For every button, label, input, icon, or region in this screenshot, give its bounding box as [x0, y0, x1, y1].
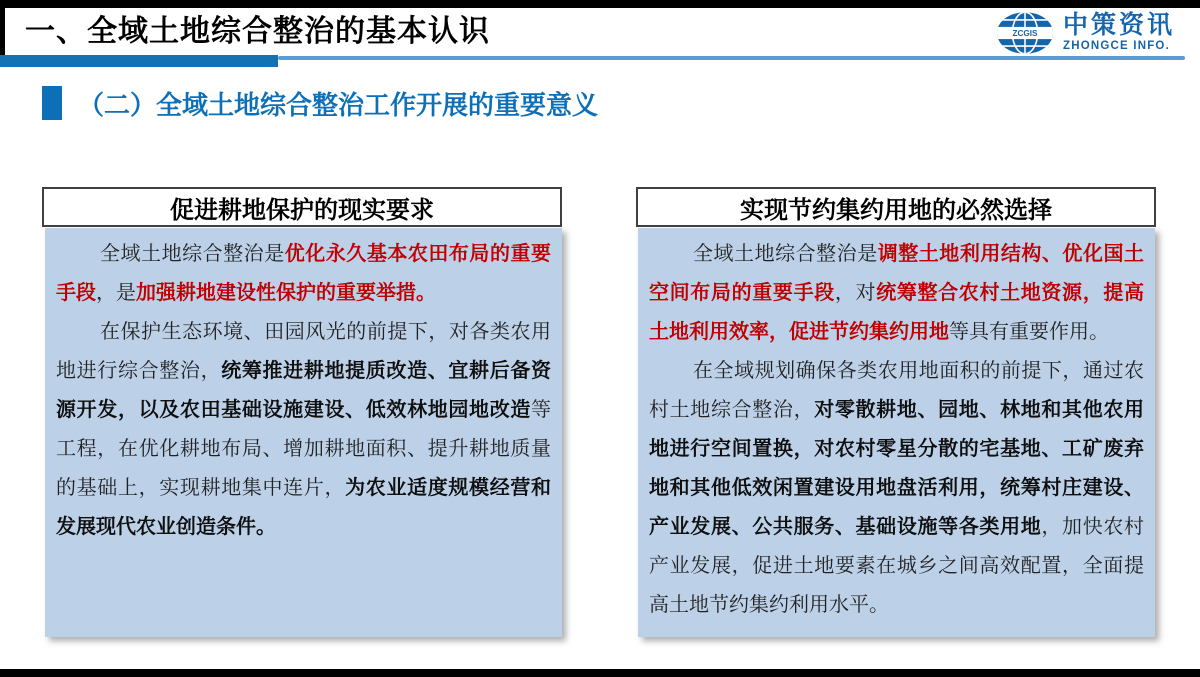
section-bullet-icon	[42, 86, 62, 120]
card-paragraph: 全域土地综合整治是调整土地利用结构、优化国土空间布局的重要手段，对统筹整合农村土地资源，提高土地利用效率，促进节约集约用地等具有重要作用。	[649, 243, 1145, 343]
bottom-edge-bar	[0, 669, 1200, 677]
card-paragraph: 在全域规划确保各类农用地面积的前提下，通过农村土地综合整治，对零散耕地、园地、林地和其他农用地进行空间置换，对农村零星分散的宅基地、工矿废弃地和其他低效闲置建设用地盘活利用，统筹村庄建设、产业发展、公共服务、基础设施等各类用地，加快农村产业发展，促进土地要素在城乡之间高效配置，全面提高土地节约集约利用水平。	[649, 360, 1145, 616]
logo-text	[1063, 11, 1175, 53]
title-underline-thick	[0, 55, 278, 67]
section-subtitle: （二）全域土地综合整治工作开展的重要意义	[78, 90, 599, 120]
page-title: 一、全域土地综合整治的基本认识	[25, 15, 490, 48]
top-edge-bar	[0, 0, 1200, 8]
logo-name-en: ZHONGCE INFO.	[1063, 40, 1170, 52]
logo	[996, 11, 1175, 55]
globe-icon	[996, 11, 1054, 55]
card-paragraph: 在保护生态环境、田园风光的前提下，对各类农用地进行综合整治，统筹推进耕地提质改造、宜耕后备资源开发，以及农田基础设施建设、低效林地园地改造等工程，在优化耕地布局、增加耕地面积、提升耕地质量的基础上，实现耕地集中连片，为农业适度规模经营和发展现代农业创造条件。	[56, 321, 552, 538]
title-underline-thin	[278, 56, 1185, 60]
card-right-body	[638, 228, 1155, 637]
globe-zcgis-label: ZCGIS	[1012, 29, 1038, 39]
card-paragraph: 全域土地综合整治是优化永久基本农田布局的重要手段，是加强耕地建设性保护的重要举措。	[56, 243, 552, 304]
logo-name-cn: 中策资讯	[1063, 11, 1176, 39]
card-left-title: 促进耕地保护的现实要求	[42, 187, 562, 227]
left-edge-strip	[0, 0, 5, 55]
card-right-title: 实现节约集约用地的必然选择	[636, 187, 1156, 227]
card-left-body	[45, 228, 562, 637]
